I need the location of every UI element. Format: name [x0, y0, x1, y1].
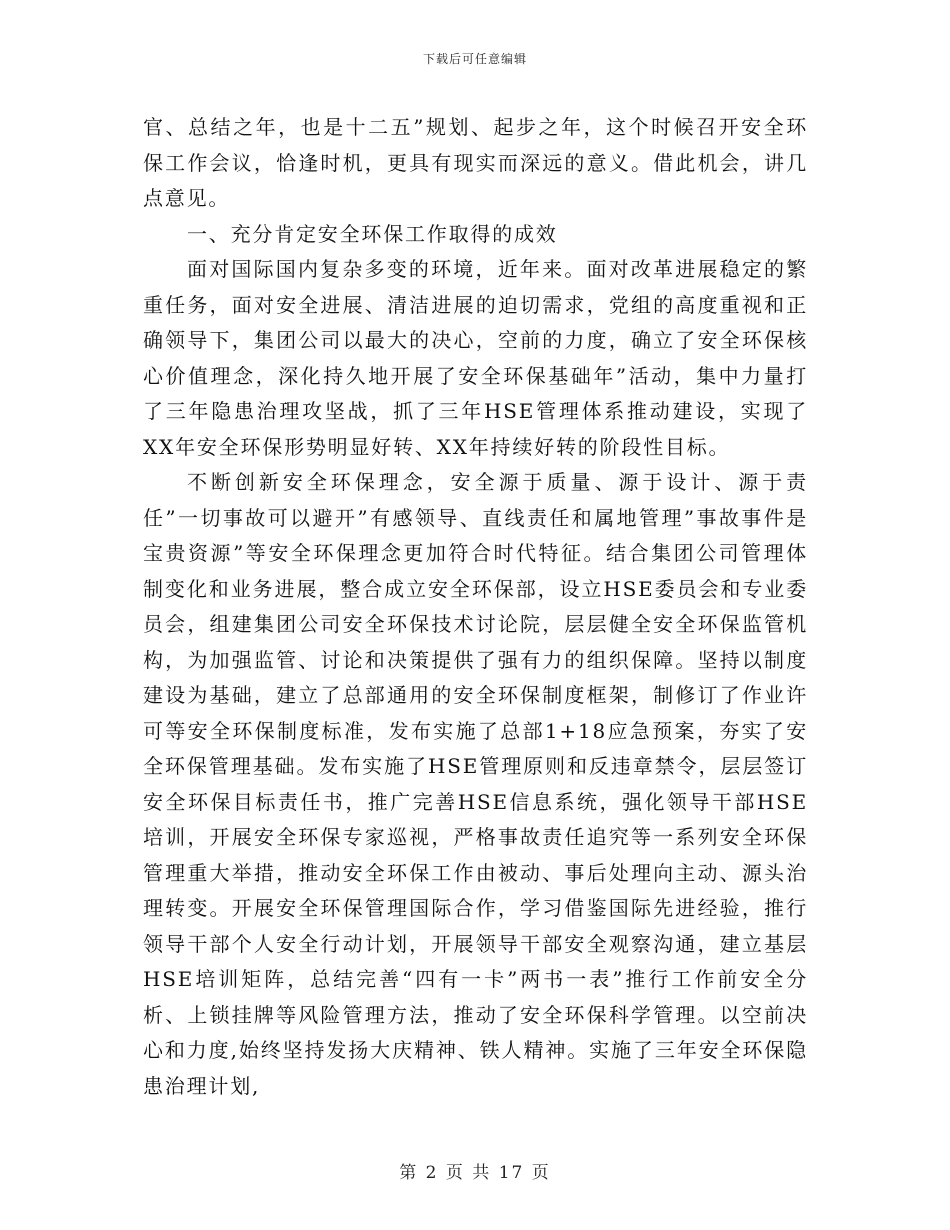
page-header-note: 下载后可任意编辑 [422, 52, 527, 66]
document-body [143, 110, 808, 1104]
paragraph-continuation: 官、总结之年，也是十二五”规划、起步之年，这个时候召开安全环保工作会议，恰逢时机，更具有现实而深远的意义。借此机会，讲几点意见。 [143, 115, 808, 210]
section-heading: 一、充分肯定安全环保工作取得的成效 [187, 221, 558, 246]
page-number: 第 2 页 共 17 页 [399, 1163, 551, 1183]
paragraph: 面对国际国内复杂多变的环境，近年来。面对改革进展稳定的繁重任务，面对安全进展、清洁进展的迫切需求，党组的高度重视和正确领导下，集团公司以最大的决心，空前的力度，确立了安全环保核心价值理念，深化持久地开展了安全环保基础年”活动，集中力量打了三年隐患治理攻坚战，抓了三年HSE管理体系推动建设，实现了XX年安全环保形势明显好转、XX年持续好转的阶段性目标。 [143, 257, 808, 459]
paragraph: 不断创新安全环保理念，安全源于质量、源于设计、源于责任”一切事故可以避开”有感领导、直线责任和属地管理”事故事件是宝贵资源”等安全环保理念更加符合时代特征。结合集团公司管理体制变化和业务进展，整合成立安全环保部，设立HSE委员会和专业委员会，组建集团公司安全环保技术讨论院，层层健全安全环保监管机构，为加强监管、讨论和决策提供了强有力的组织保障。坚持以制度建设为基础，建立了总部通用的安全环保制度框架，制修订了作业许可等安全环保制度标准，发布实施了总部1+18应急预案，夯实了安全环保管理基础。发布实施了HSE管理原则和反违章禁令，层层签订安全环保目标责任书，推广完善HSE信息系统，强化领导干部HSE培训，开展安全环保专家巡视，严格事故责任追究等一系列安全环保管理重大举措，推动安全环保工作由被动、事后处理向主动、源头治理转变。开展安全环保管理国际合作，学习借鉴国际先进经验，推行领导干部个人安全行动计划，开展领导干部安全观察沟通，建立基层HSE培训矩阵，总结完善“四有一卡”两书一表”推行工作前安全分析、上锁挂牌等风险管理方法，推动了安全环保科学管理。以空前决心和力度,始终坚持发扬大庆精神、铁人精神。实施了三年安全环保隐患治理计划, [143, 470, 808, 1098]
